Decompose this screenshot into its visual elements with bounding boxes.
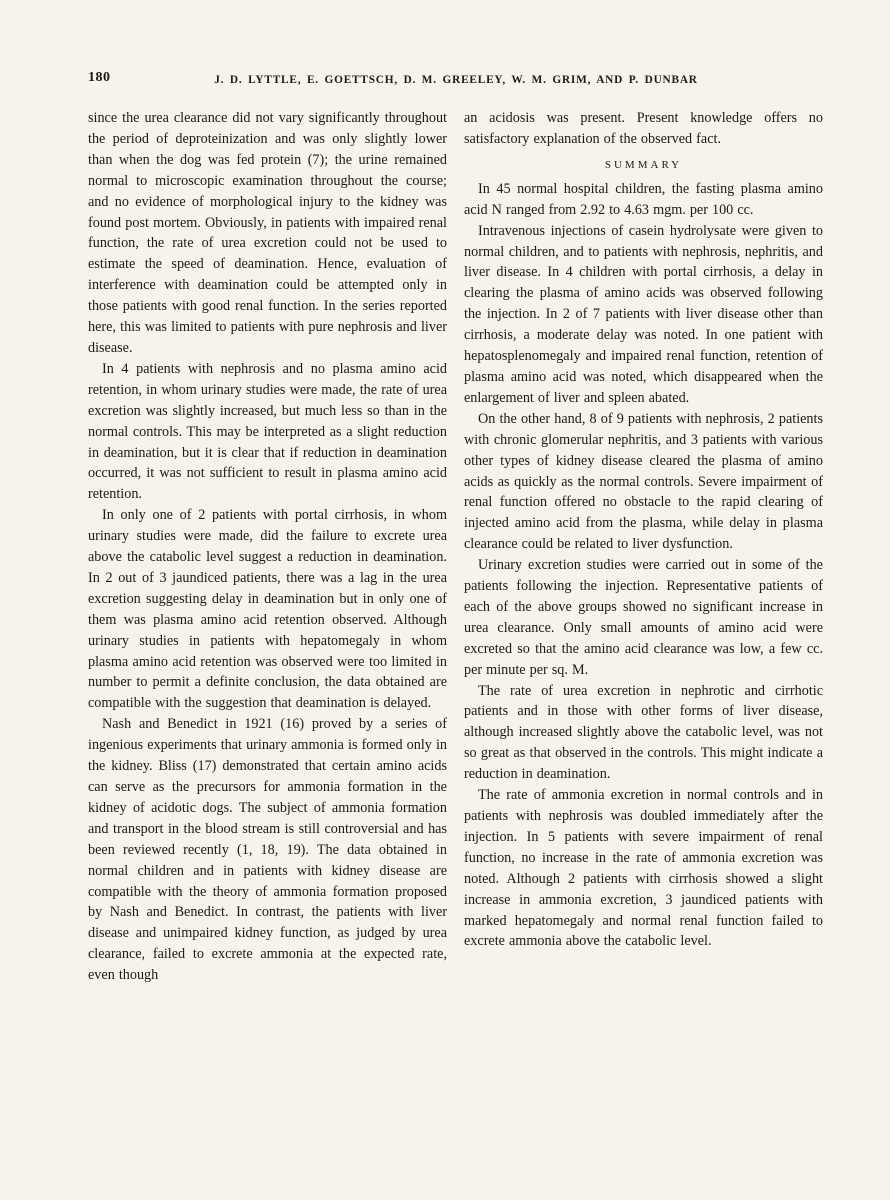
paragraph: In 45 normal hospital children, the fasting plasma amino acid N ranged from 2.92 to 4.63 mgm. per 100 cc. <box>464 180 823 218</box>
paragraph: In 4 patients with nephrosis and no plasma amino acid retention, in whom urinary studies were made, the rate of urea excretion was slightly increased, but much less so than in the normal controls. This may be interpreted as a slight reduction in deamination, but it is clear that if reduction in deamination occurred, it was not sufficient to result in plasma amino acid retention. <box>88 360 447 503</box>
article-body <box>88 108 824 986</box>
paragraph: The rate of urea excretion in nephrotic and cirrhotic patients and in those with other forms of liver disease, although increased slightly above the catabolic level, was not so great as that observed in the controls. This might indicate a reduction in deamination. <box>464 682 823 783</box>
paragraph: Intravenous injections of casein hydrolysate were given to normal children, and to patients with nephrosis, nephritis, and liver disease. In 4 children with portal cirrhosis, a delay in clearing the plasma of amino acids was observed following the injection. In 2 of 7 patients with liver disease other than cirrhosis, a moderate delay was noted. In one patient with hepatosplenomegaly and impaired renal function, retention of plasma amino acid was noted, which disappeared when the enlargement of liver and spleen abated. <box>464 222 823 406</box>
paragraph: Urinary excretion studies were carried out in some of the patients following the injection. Representative patients of each of the above groups showed no significant increase in urea clearance. Only small amounts of amino acid were excreted so that the amino acid clearance was low, a few cc. per minute per sq. M. <box>464 557 823 678</box>
paragraph: an acidosis was present. Present knowledge offers no satisfactory explanation of the observed fact. <box>464 110 823 147</box>
paragraph: In only one of 2 patients with portal cirrhosis, in whom urinary studies were made, did the failure to excrete urea above the catabolic level suggest a reduction in deamination. In 2 out of 3 jaundiced patients, there was a lag in the urea excretion suggesting delay in deamination but in only one of them was plasma amino acid retention observed. Although urinary studies in patients with hepatomegaly in whom plasma amino acid retention was observed were too limited in number to permit a definite conclusion, the data obtained are compatible with the suggestion that deamination is delayed. <box>88 507 447 712</box>
paragraph: On the other hand, 8 of 9 patients with nephrosis, 2 patients with chronic glomerular nephritis, and 3 patients with various other types of kidney disease cleared the plasma of amino acids as quickly as the normal controls. Severe impairment of renal function offered no obstacle to the rapid clearing of injected amino acid from the plasma, while delay in plasma clearance could be related to liver dysfunction. <box>464 410 823 553</box>
page-header <box>88 70 824 88</box>
paragraph: Nash and Benedict in 1921 (16) proved by a series of ingenious experiments that urinary ammonia is formed only in the kidney. Bliss (17) demonstrated that certain amino acids can serve as the precursors for ammonia formation in the kidney of acidotic dogs. The subject of ammonia formation and transport in the blood stream is still controversial and has been reviewed recently (1, 18, 19). The data obtained in normal children and in patients with kidney disease are compatible with the theory of ammonia formation proposed by Nash and Benedict. In contrast, the patients with liver disease and unimpaired kidney function, as judged by urea clearance, failed to excrete ammonia at the expected rate, even though <box>88 716 447 984</box>
right-column <box>464 108 823 986</box>
paragraph: The rate of ammonia excretion in normal controls and in patients with nephrosis was doubled immediately after the injection. In 5 patients with severe impairment of renal function, no increase in the rate of ammonia excretion was noted. Although 2 patients with cirrhosis showed a slight increase in ammonia excretion, 3 jaundiced patients with marked hepatomegaly and normal renal function failed to excrete ammonia above the catabolic level. <box>464 787 823 950</box>
summary-heading: SUMMARY <box>604 158 683 171</box>
running-title: J. D. LYTTLE, E. GOETTSCH, D. M. GREELEY, W. M. GRIM, AND P. DUNBAR <box>214 74 698 86</box>
paragraph: since the urea clearance did not vary significantly throughout the period of deproteinization and was only slightly lower than when the dog was fed protein (7); the urine remained normal to microscopic examination throughout the course; and no evidence of morphological injury to the kidney was found post mortem. Obviously, in patients with impaired renal function, the rate of urea excretion could not be used to estimate the speed of deamination. Hence, evaluation of interference with deamination could be attempted only in those patients with good renal function. In the series reported here, this was limited to patients with pure nephrosis and liver disease. <box>88 110 447 356</box>
left-column <box>88 108 447 986</box>
page-number: 180 <box>88 70 111 85</box>
